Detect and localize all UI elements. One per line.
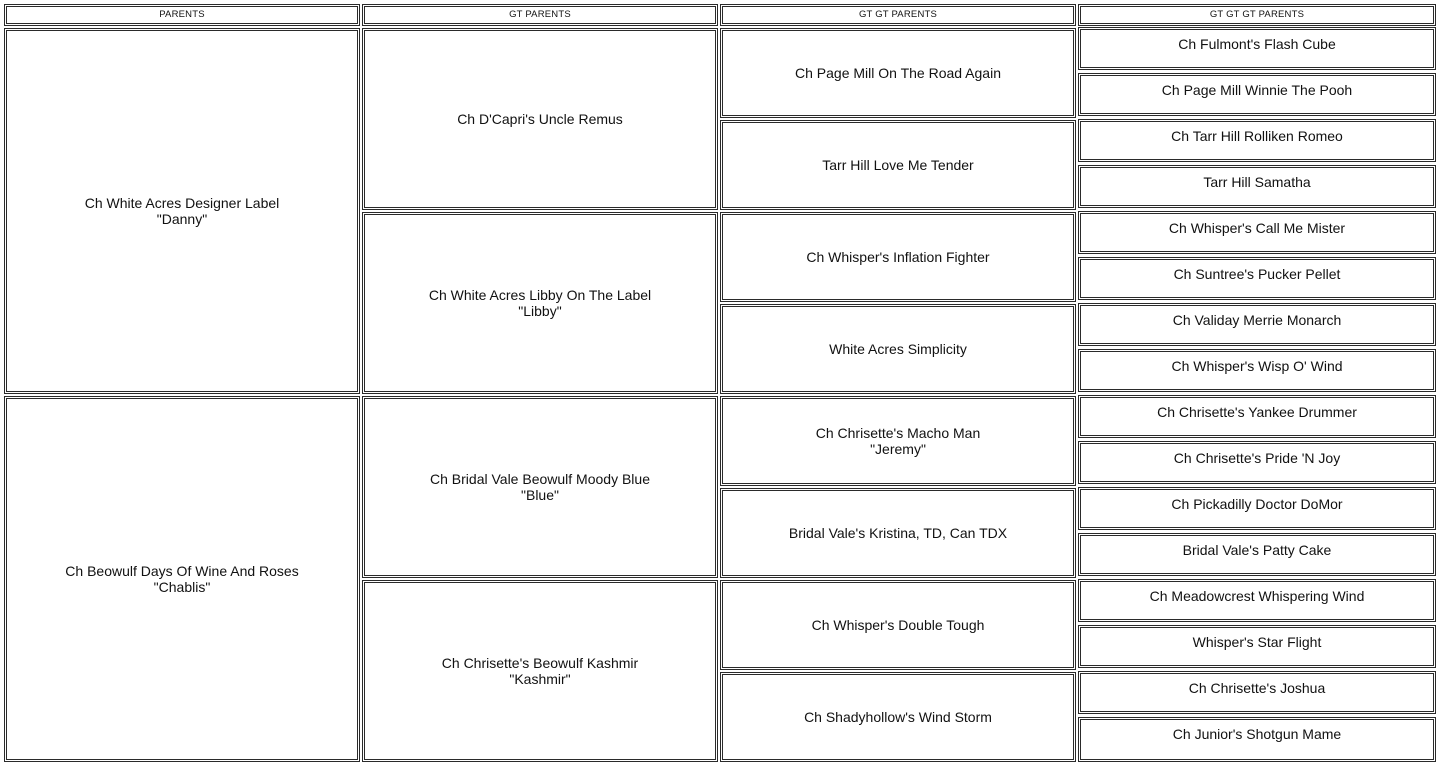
gt-gt-gt-parent-cell bbox=[1078, 579, 1436, 622]
gt-gt-parent-cell bbox=[720, 580, 1076, 670]
parent-name: Ch White Acres Designer Label bbox=[84, 195, 280, 211]
gt-gt-gt-parent-cell bbox=[1078, 349, 1436, 392]
gt-gt-parent-name: White Acres Simplicity bbox=[829, 341, 967, 357]
gt-gt-gt-parent-cell bbox=[1078, 671, 1436, 714]
gt-gt-gt-parent-name: Ch Tarr Hill Rolliken Romeo bbox=[1171, 128, 1343, 144]
header-parents-label: PARENTS bbox=[159, 9, 205, 20]
gt-gt-parent-cell bbox=[720, 120, 1076, 210]
gt-gt-gt-parent-cell bbox=[1078, 395, 1436, 438]
gt-parent-cell bbox=[362, 396, 718, 578]
gt-gt-gt-parent-name: Ch Junior's Shotgun Mame bbox=[1172, 726, 1342, 742]
parent-cell bbox=[4, 28, 360, 394]
gt-gt-gt-parent-name: Ch Chrisette's Yankee Drummer bbox=[1157, 404, 1357, 420]
header-parents bbox=[4, 4, 360, 26]
gt-gt-gt-parent-name: Whisper's Star Flight bbox=[1192, 634, 1322, 650]
gt-gt-parent-cell bbox=[720, 212, 1076, 302]
header-gt-gt-parents-label: GT GT PARENTS bbox=[858, 9, 938, 20]
gt-parent-cell bbox=[362, 580, 718, 762]
gt-gt-gt-parent-name: Ch Meadowcrest Whispering Wind bbox=[1149, 588, 1365, 604]
gt-gt-gt-parent-cell bbox=[1078, 303, 1436, 346]
gt-gt-parent-nickname: "Jeremy" bbox=[870, 441, 926, 457]
gt-gt-parent-cell bbox=[720, 488, 1076, 578]
gt-gt-gt-parent-cell bbox=[1078, 441, 1436, 484]
gt-gt-parent-name: Bridal Vale's Kristina, TD, Can TDX bbox=[788, 525, 1008, 541]
header-gt-parents bbox=[362, 4, 718, 26]
header-gt-gt-parents bbox=[720, 4, 1076, 26]
gt-parent-nickname: "Blue" bbox=[521, 487, 559, 503]
gt-gt-parent-name: Ch Shadyhollow's Wind Storm bbox=[804, 709, 992, 725]
gt-gt-gt-parent-cell bbox=[1078, 533, 1436, 576]
gt-gt-gt-parent-cell bbox=[1078, 119, 1436, 162]
gt-gt-gt-parent-cell bbox=[1078, 717, 1436, 762]
gt-gt-parent-name: Ch Whisper's Double Tough bbox=[811, 617, 985, 633]
gt-gt-gt-parent-name: Ch Suntree's Pucker Pellet bbox=[1173, 266, 1341, 282]
gt-gt-gt-parent-cell bbox=[1078, 257, 1436, 300]
gt-parent-cell bbox=[362, 28, 718, 210]
gt-gt-parent-cell bbox=[720, 672, 1076, 762]
gt-gt-gt-parent-cell bbox=[1078, 211, 1436, 254]
gt-gt-gt-parent-cell bbox=[1078, 73, 1436, 116]
gt-gt-gt-parent-name: Ch Whisper's Call Me Mister bbox=[1168, 220, 1346, 236]
gt-parent-name: Ch White Acres Libby On The Label bbox=[428, 287, 652, 303]
gt-gt-gt-parent-name: Ch Fulmont's Flash Cube bbox=[1178, 36, 1336, 52]
gt-parent-name: Ch Chrisette's Beowulf Kashmir bbox=[441, 655, 639, 671]
header-gt-parents-label: GT PARENTS bbox=[509, 9, 571, 20]
gt-gt-parent-cell bbox=[720, 396, 1076, 486]
gt-gt-gt-parent-name: Ch Chrisette's Joshua bbox=[1188, 680, 1326, 696]
gt-gt-parent-cell bbox=[720, 28, 1076, 118]
gt-gt-gt-parent-name: Bridal Vale's Patty Cake bbox=[1182, 542, 1332, 558]
gt-parent-cell bbox=[362, 212, 718, 394]
gt-gt-gt-parent-cell bbox=[1078, 487, 1436, 530]
gt-gt-parent-cell bbox=[720, 304, 1076, 394]
gt-gt-parent-name: Ch Chrisette's Macho Man bbox=[815, 425, 981, 441]
gt-gt-gt-parent-cell bbox=[1078, 27, 1436, 70]
gt-gt-gt-parent-cell bbox=[1078, 625, 1436, 668]
gt-parent-nickname: "Libby" bbox=[518, 303, 562, 319]
parent-cell bbox=[4, 396, 360, 762]
gt-parent-name: Ch Bridal Vale Beowulf Moody Blue bbox=[430, 471, 650, 487]
gt-parent-name: Ch D'Capri's Uncle Remus bbox=[457, 111, 623, 127]
gt-gt-parent-name: Tarr Hill Love Me Tender bbox=[822, 157, 974, 173]
gt-gt-parent-name: Ch Whisper's Inflation Fighter bbox=[806, 249, 990, 265]
gt-gt-gt-parent-name: Tarr Hill Samatha bbox=[1203, 174, 1311, 190]
gt-gt-parent-name: Ch Page Mill On The Road Again bbox=[795, 65, 1001, 81]
gt-gt-gt-parent-name: Ch Page Mill Winnie The Pooh bbox=[1161, 82, 1353, 98]
gt-gt-gt-parent-name: Ch Chrisette's Pride 'N Joy bbox=[1173, 450, 1341, 466]
parent-nickname: "Danny" bbox=[156, 211, 208, 227]
header-gt-gt-gt-parents bbox=[1078, 4, 1436, 26]
gt-parent-nickname: "Kashmir" bbox=[509, 671, 571, 687]
gt-gt-gt-parent-cell bbox=[1078, 165, 1436, 208]
gt-gt-gt-parent-name: Ch Pickadilly Doctor DoMor bbox=[1171, 496, 1343, 512]
header-gt-gt-gt-parents-label: GT GT GT PARENTS bbox=[1209, 9, 1305, 20]
parent-name: Ch Beowulf Days Of Wine And Roses bbox=[65, 563, 299, 579]
gt-gt-gt-parent-name: Ch Validay Merrie Monarch bbox=[1172, 312, 1342, 328]
gt-gt-gt-parent-name: Ch Whisper's Wisp O' Wind bbox=[1171, 358, 1343, 374]
parent-nickname: "Chablis" bbox=[153, 579, 211, 595]
